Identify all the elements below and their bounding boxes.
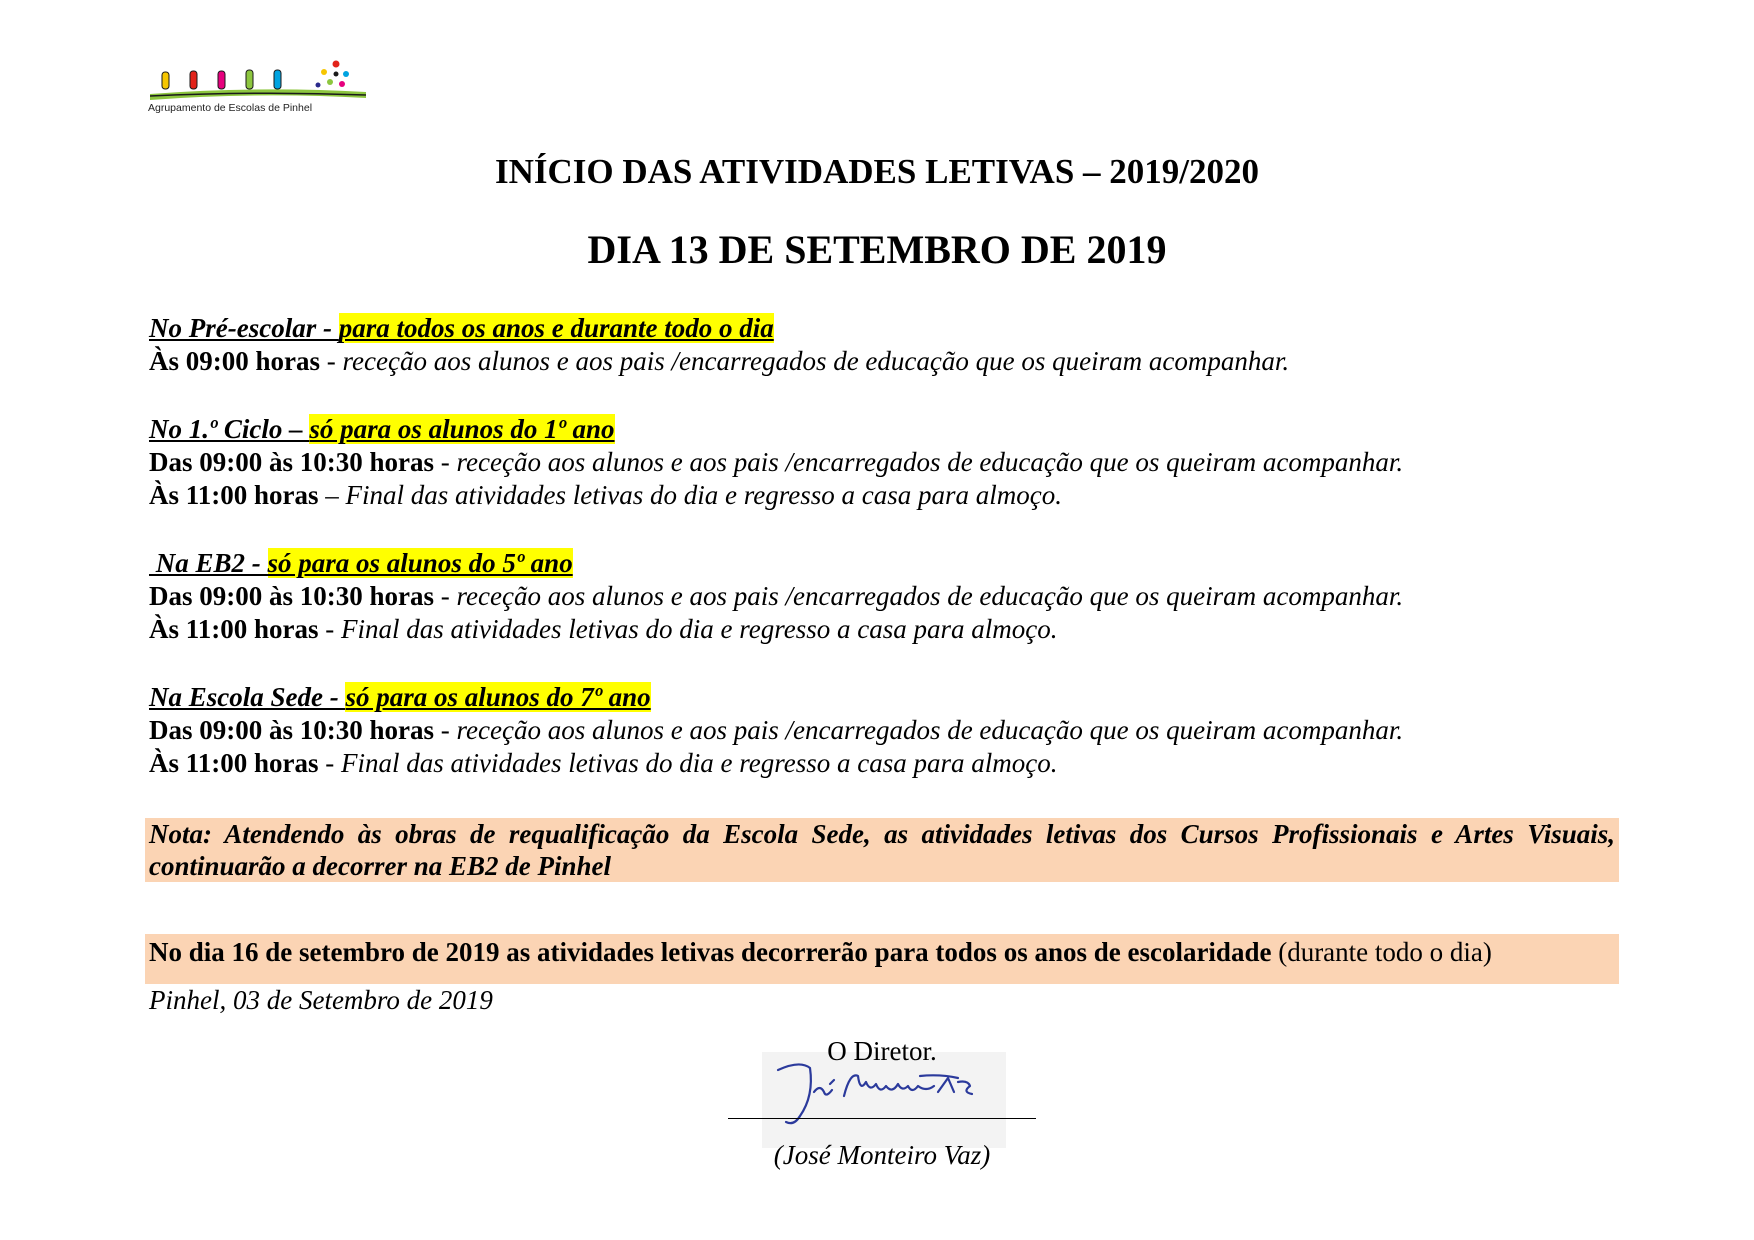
schedule-line: Às 11:00 horas - Final das atividades letivas do dia e regresso a casa para almoço.: [149, 748, 1058, 778]
section-heading-eb2: Na EB2 - só para os alunos do 5º ano: [149, 548, 573, 578]
highlight-text: para todos os anos e durante todo o dia: [338, 313, 774, 343]
schedule-line: Às 11:00 horas – Final das atividades letivas do dia e regresso a casa para almoço.: [149, 480, 1062, 510]
signatory-name: (José Monteiro Vaz): [773, 1140, 991, 1170]
place-date: Pinhel, 03 de Setembro de 2019: [149, 985, 493, 1015]
signature-line: [728, 1118, 1036, 1119]
section-heading-pre-escolar: No Pré-escolar - para todos os anos e durante todo o dia: [149, 313, 774, 343]
note-box: Nota: Atendendo às obras de requalificação da Escola Sede, as atividades letivas dos Cursos Profissionais e Artes Visuais, continuarão a decorrer na EB2 de Pinhel: [145, 818, 1619, 882]
schedule-line: Às 11:00 horas - Final das atividades letivas do dia e regresso a casa para almoço.: [149, 614, 1058, 644]
highlight-text: só para os alunos do 1º ano: [309, 414, 615, 444]
schedule-line: Às 09:00 horas - receção aos alunos e aos pais /encarregados de educação que os queiram acompanhar.: [149, 346, 1290, 376]
document-subtitle: DIA 13 DE SETEMBRO DE 2019: [587, 227, 1167, 272]
logo-graphic: [148, 58, 370, 106]
logo-text: Agrupamento de Escolas de Pinhel: [148, 102, 313, 114]
schedule-line: Das 09:00 às 10:30 horas - receção aos alunos e aos pais /encarregados de educação que os queiram acompanhar.: [149, 715, 1404, 745]
schedule-line: Das 09:00 às 10:30 horas - receção aos alunos e aos pais /encarregados de educação que os queiram acompanhar.: [149, 447, 1404, 477]
handwritten-signature: [770, 1056, 1000, 1136]
schedule-line: Das 09:00 às 10:30 horas - receção aos alunos e aos pais /encarregados de educação que os queiram acompanhar.: [149, 581, 1404, 611]
signature-role: O Diretor.: [827, 1036, 937, 1066]
document-title: INÍCIO DAS ATIVIDADES LETIVAS – 2019/2020: [494, 152, 1260, 191]
section-heading-1-ciclo: No 1.º Ciclo – só para os alunos do 1º ano: [149, 414, 615, 444]
info-box: No dia 16 de setembro de 2019 as atividades letivas decorrerão para todos os anos de escolaridade (durante todo o dia): [145, 934, 1619, 984]
highlight-text: só para os alunos do 7º ano: [345, 682, 651, 712]
highlight-text: só para os alunos do 5º ano: [267, 548, 573, 578]
section-heading-escola-sede: Na Escola Sede - só para os alunos do 7º ano: [149, 682, 651, 712]
school-logo: [148, 58, 370, 120]
